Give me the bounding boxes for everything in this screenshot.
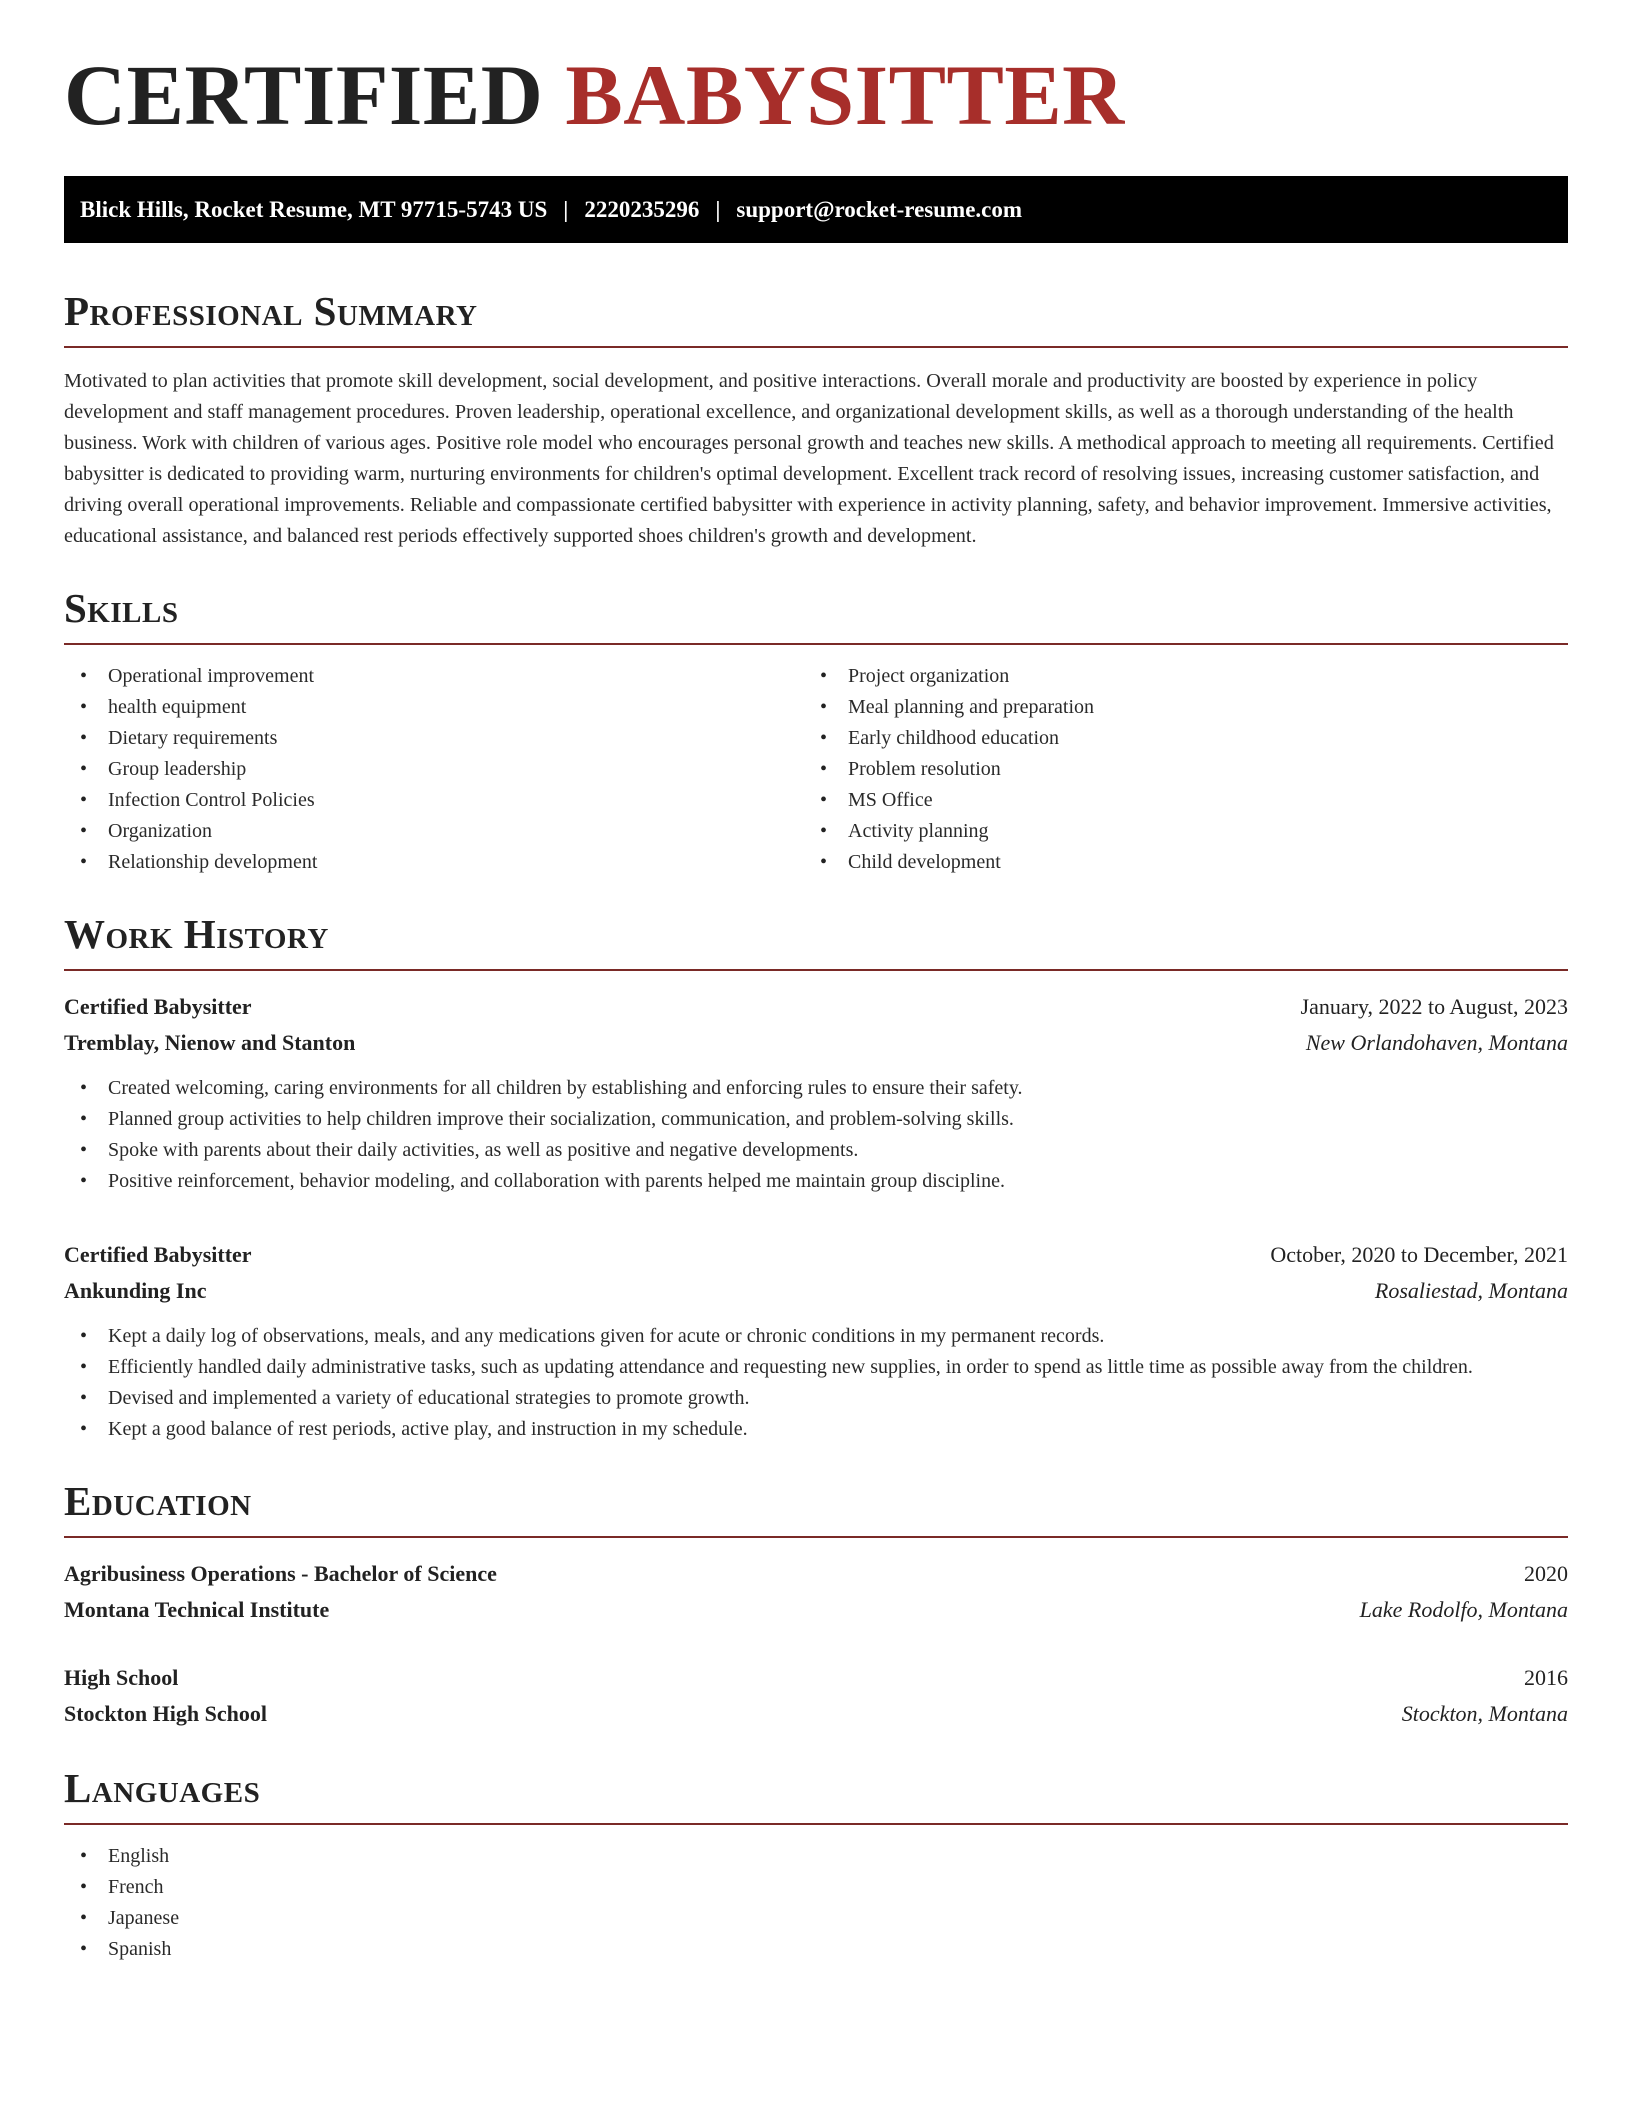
education-degree: Agribusiness Operations - Bachelor of Science (64, 1561, 497, 1586)
language-item: • Spanish (64, 1934, 1568, 1965)
education-school-row (64, 1696, 1568, 1732)
contact-separator: | (715, 196, 721, 222)
education-section (64, 1478, 1568, 1732)
contact-bar (64, 176, 1568, 243)
contact-phone: 2220235296 (584, 196, 700, 222)
skill-item: • Organization (64, 816, 804, 847)
work-title: Work History (64, 914, 1568, 971)
education-school: Stockton High School (64, 1701, 267, 1726)
job-company-row (64, 1273, 1568, 1309)
skill-item: • MS Office (804, 785, 1544, 816)
skills-title: Skills (64, 588, 1568, 645)
job-bullet: • Devised and implemented a variety of educational strategies to promote growth. (64, 1383, 1568, 1414)
contact-address: Blick Hills, Rocket Resume, MT 97715-5743 US (80, 196, 548, 222)
job-bullet: • Kept a good balance of rest periods, active play, and instruction in my schedule. (64, 1414, 1568, 1445)
job-bullet: • Kept a daily log of observations, meals, and any medications given for acute or chronic conditions in my permanent records. (64, 1321, 1568, 1352)
job-location: Rosaliestad, Montana (1374, 1278, 1568, 1303)
skill-item: • Relationship development (64, 847, 804, 878)
languages-list (64, 1841, 1568, 1965)
job-header-row (64, 989, 1568, 1025)
resume-name (64, 47, 1568, 156)
education-degree: High School (64, 1665, 179, 1690)
skill-item: • Infection Control Policies (64, 785, 804, 816)
skill-item: • Activity planning (804, 816, 1544, 847)
job-location: New Orlandohaven, Montana (1305, 1030, 1568, 1055)
language-item: • Japanese (64, 1903, 1568, 1934)
summary-section (64, 288, 1568, 552)
skills-list-right (804, 661, 1544, 878)
language-item: • French (64, 1872, 1568, 1903)
skills-section (64, 585, 1568, 878)
education-year: 2020 (1524, 1561, 1568, 1586)
contact-email: support@rocket-resume.com (736, 196, 1023, 222)
education-degree-row (64, 1556, 1568, 1592)
last-name: BABYSITTER (565, 47, 1125, 143)
job-company: Tremblay, Nienow and Stanton (64, 1030, 356, 1055)
work-section (64, 911, 1568, 1445)
languages-section (64, 1765, 1568, 1965)
skill-item: • Meal planning and preparation (804, 692, 1544, 723)
job-entry (64, 1237, 1568, 1445)
job-company-row (64, 1025, 1568, 1061)
contact-separator: | (563, 196, 569, 222)
skill-item: • Dietary requirements (64, 723, 804, 754)
education-location: Stockton, Montana (1401, 1701, 1568, 1726)
summary-text: Motivated to plan activities that promote skill development, social development, and positive interactions. Overall morale and productivity are boosted by experience in policy development and staff management procedures. Proven leadership, operational excellence, and organizational development skills, as well as a thorough understanding of the health business. Work with children of various ages. Positive role model who encourages personal growth and teaches new skills. A methodical approach to meeting all requirements. Certified babysitter is dedicated to providing warm, nurturing environments for children's optimal development. Excellent track record of resolving issues, increasing customer satisfaction, and driving overall operational improvements. Reliable and compassionate certified babysitter with experience in activity planning, safety, and behavior improvement. Immersive activities, educational assistance, and balanced rest periods effectively supported shoes children's growth and development. (64, 370, 1554, 547)
education-degree-row (64, 1660, 1568, 1696)
education-location: Lake Rodolfo, Montana (1359, 1597, 1568, 1622)
skills-grid (64, 661, 1568, 878)
skill-item: • Group leadership (64, 754, 804, 785)
job-dates: January, 2022 to August, 2023 (1300, 994, 1568, 1019)
language-item: • English (64, 1841, 1568, 1872)
job-bullets (64, 1073, 1568, 1197)
job-bullet: • Planned group activities to help children improve their socialization, communication, and problem-solving skills. (64, 1104, 1568, 1135)
job-bullet: • Created welcoming, caring environments for all children by establishing and enforcing rules to ensure their safety. (64, 1073, 1568, 1104)
job-role: Certified Babysitter (64, 994, 252, 1019)
skill-item: • Project organization (804, 661, 1544, 692)
education-title: Education (64, 1481, 1568, 1538)
job-entry (64, 989, 1568, 1197)
skill-item: • Problem resolution (804, 754, 1544, 785)
summary-title: Professional Summary (64, 291, 1568, 348)
job-dates: October, 2020 to December, 2021 (1270, 1242, 1568, 1267)
education-year: 2016 (1524, 1665, 1568, 1690)
job-bullets (64, 1321, 1568, 1445)
job-bullet: • Efficiently handled daily administrative tasks, such as updating attendance and requesting new supplies, in order to spend as little time as possible away from the children. (64, 1352, 1568, 1383)
education-entry (64, 1556, 1568, 1628)
skill-item: • Operational improvement (64, 661, 804, 692)
education-entry (64, 1660, 1568, 1732)
first-name: CERTIFIED (64, 47, 544, 143)
skill-item: • Child development (804, 847, 1544, 878)
job-bullet: • Spoke with parents about their daily activities, as well as positive and negative developments. (64, 1135, 1568, 1166)
languages-title: Languages (64, 1768, 1568, 1825)
education-school: Montana Technical Institute (64, 1597, 330, 1622)
skill-item: • Early childhood education (804, 723, 1544, 754)
skill-item: • health equipment (64, 692, 804, 723)
job-header-row (64, 1237, 1568, 1273)
job-bullet: • Positive reinforcement, behavior modeling, and collaboration with parents helped me maintain group discipline. (64, 1166, 1568, 1197)
job-company: Ankunding Inc (64, 1278, 207, 1303)
skills-list-left (64, 661, 804, 878)
education-school-row (64, 1592, 1568, 1628)
job-role: Certified Babysitter (64, 1242, 252, 1267)
